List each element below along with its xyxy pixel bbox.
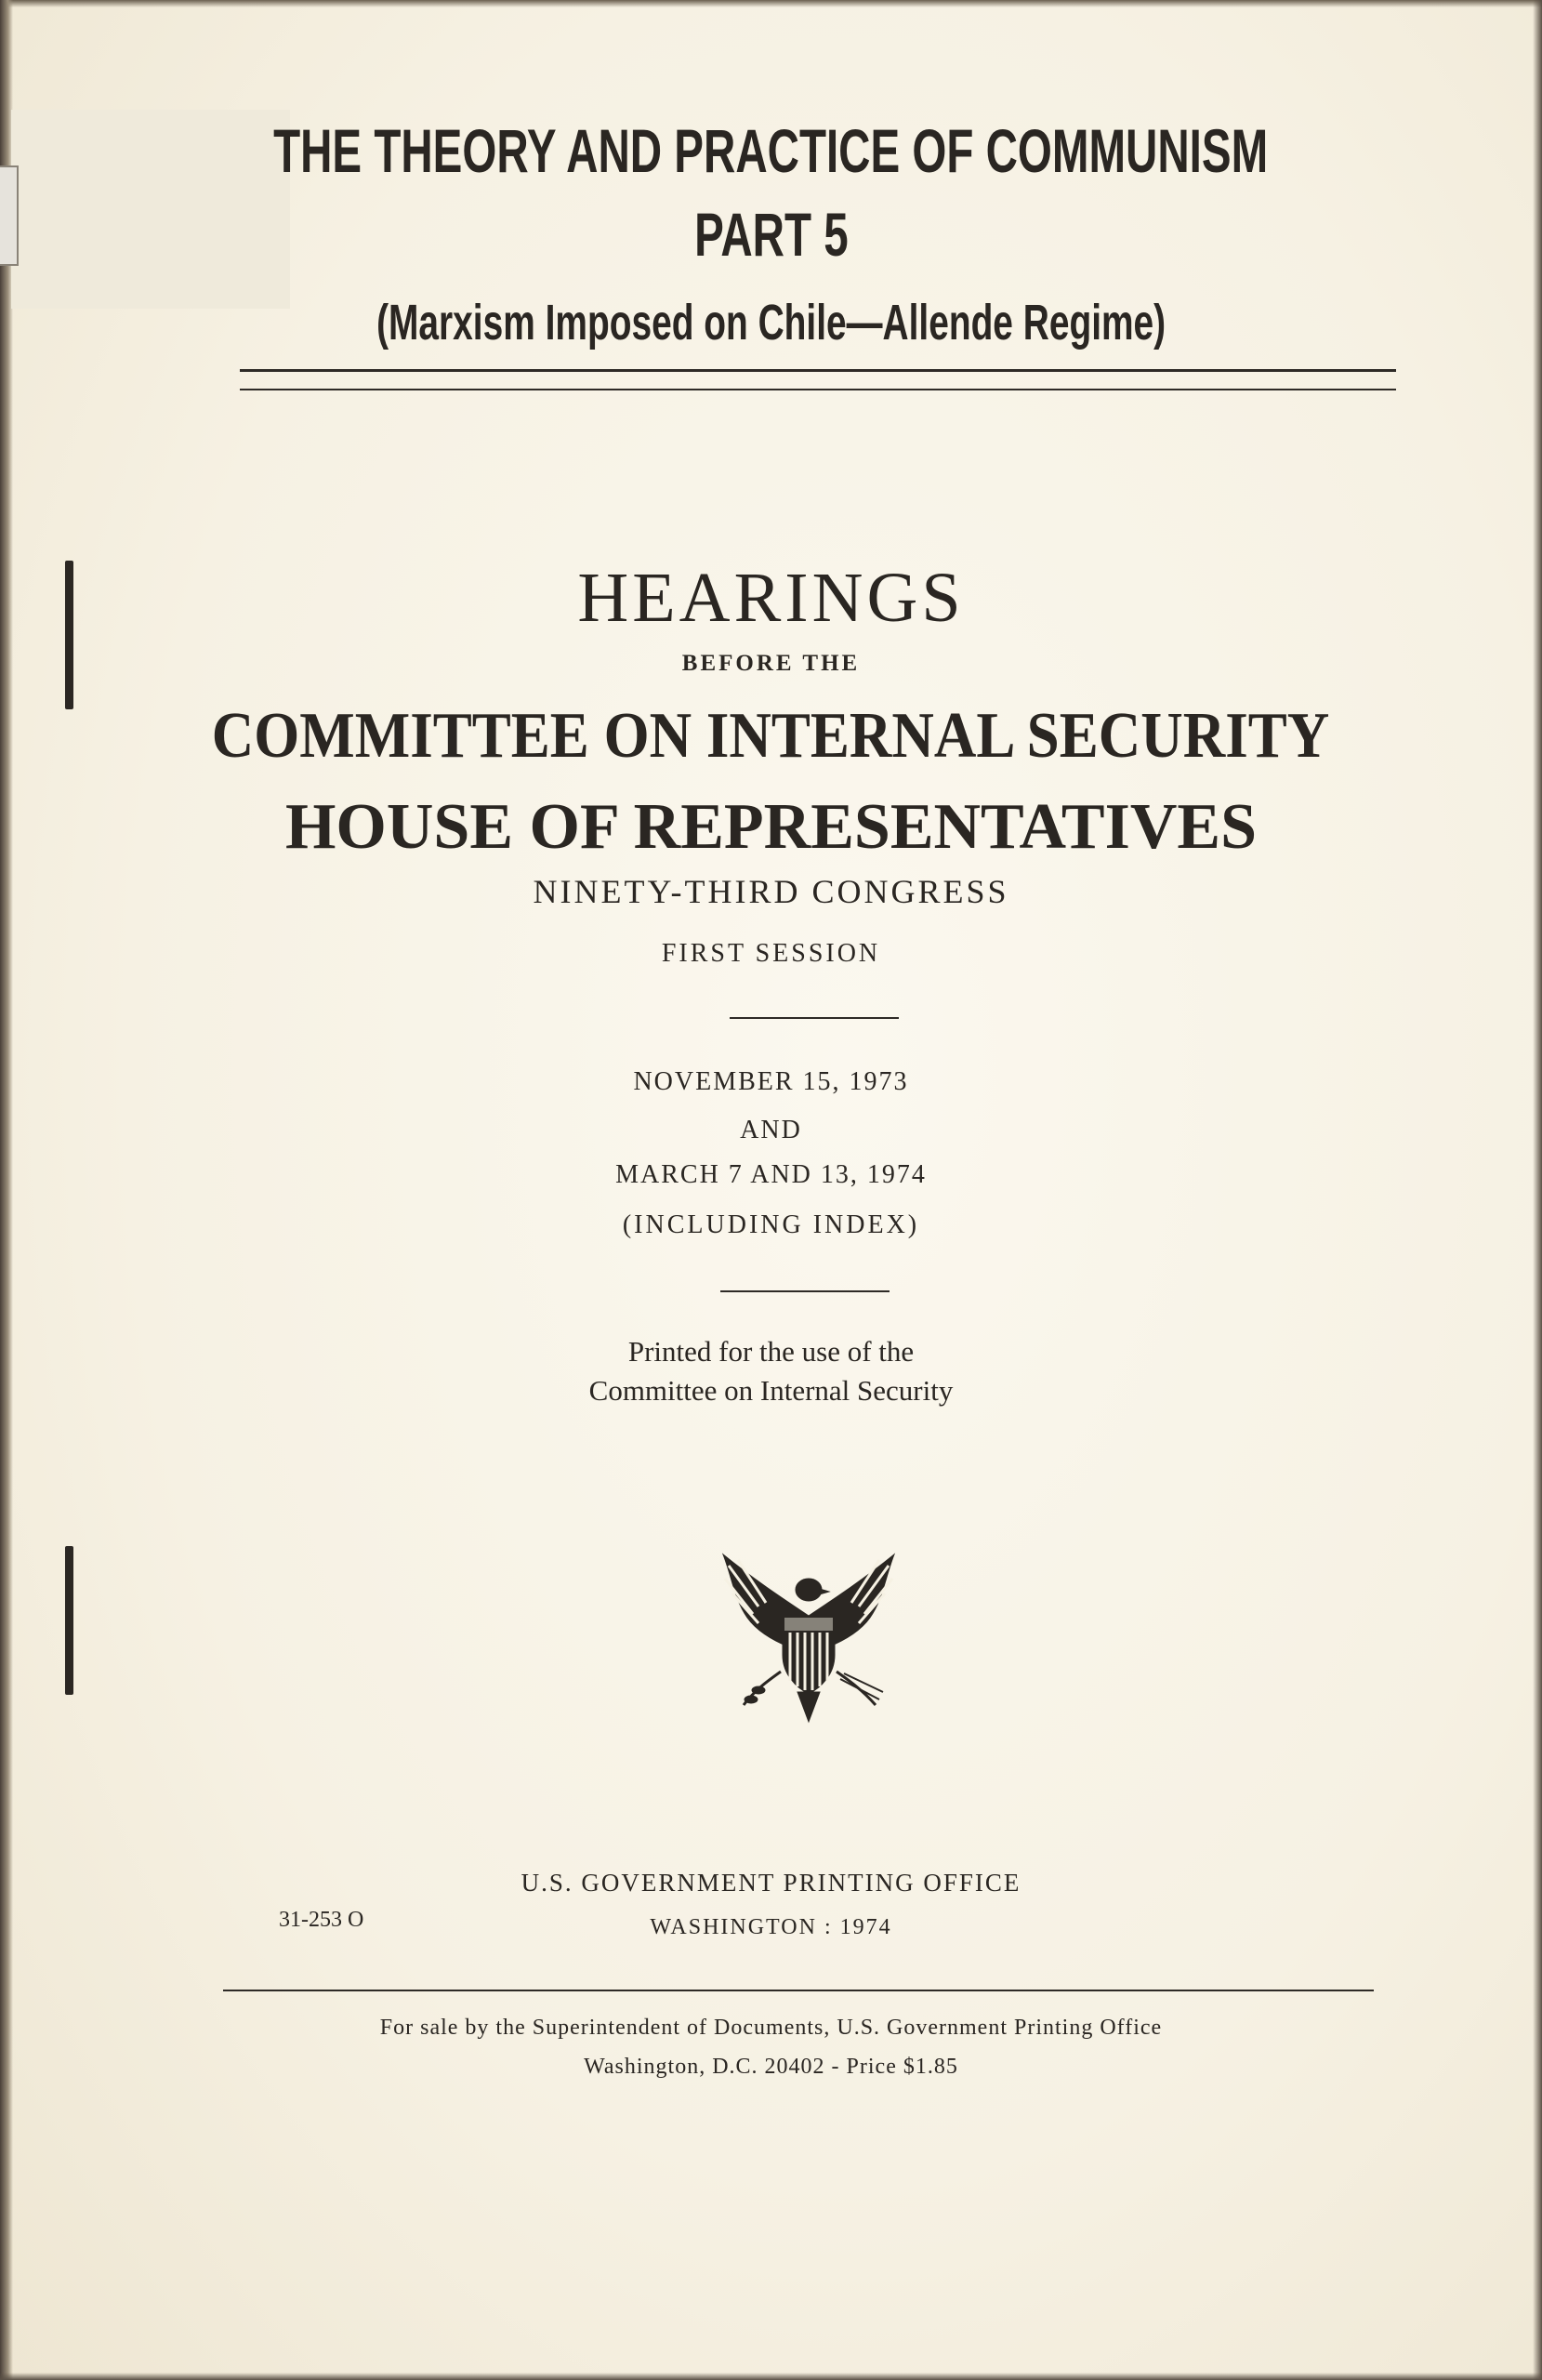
congress-label: NINETY-THIRD CONGRESS bbox=[533, 873, 1009, 910]
title-double-rule-top bbox=[240, 369, 1396, 372]
subtitle: (Marxism Imposed on Chile—Allende Regime) bbox=[376, 295, 1166, 350]
sale-divider-rule bbox=[223, 1990, 1374, 1991]
house-name: HOUSE OF REPRESENTATIVES bbox=[284, 791, 1258, 863]
divider-rule-2 bbox=[720, 1290, 890, 1292]
date-conjunction: AND bbox=[740, 1116, 802, 1144]
title-double-rule-bottom bbox=[240, 389, 1396, 390]
printed-for-line-1: Printed for the use of the bbox=[627, 1335, 915, 1368]
divider-rule-1 bbox=[730, 1017, 899, 1019]
including-index-note: (INCLUDING INDEX) bbox=[622, 1210, 920, 1239]
printing-office-name: U.S. GOVERNMENT PRINTING OFFICE bbox=[521, 1869, 1021, 1897]
session-label: FIRST SESSION bbox=[661, 939, 881, 968]
job-number: 31-253 O bbox=[279, 1908, 364, 1932]
printing-place-year: WASHINGTON : 1974 bbox=[650, 1915, 892, 1939]
sale-notice-line-1: For sale by the Superintendent of Documents, U.S. Government Printing Office bbox=[379, 2016, 1163, 2040]
title-line-2: PART 5 bbox=[693, 200, 849, 269]
before-the-label: BEFORE THE bbox=[681, 651, 861, 676]
hearing-date-1: NOVEMBER 15, 1973 bbox=[633, 1067, 909, 1096]
staple-bottom bbox=[65, 1546, 73, 1695]
eagle-seal-icon bbox=[716, 1551, 902, 1724]
hearing-date-2: MARCH 7 AND 13, 1974 bbox=[615, 1160, 927, 1189]
sale-notice-line-2: Washington, D.C. 20402 - Price $1.85 bbox=[584, 2055, 958, 2079]
title-line-1: THE THEORY AND PRACTICE OF COMMUNISM bbox=[273, 116, 1269, 185]
page-edge-top bbox=[0, 0, 1542, 7]
page-edge-bottom bbox=[0, 2373, 1542, 2380]
committee-name: COMMITTEE ON INTERNAL SECURITY bbox=[212, 700, 1330, 772]
printed-for-line-2: Committee on Internal Security bbox=[588, 1374, 954, 1407]
hearings-heading: HEARINGS bbox=[577, 559, 965, 637]
